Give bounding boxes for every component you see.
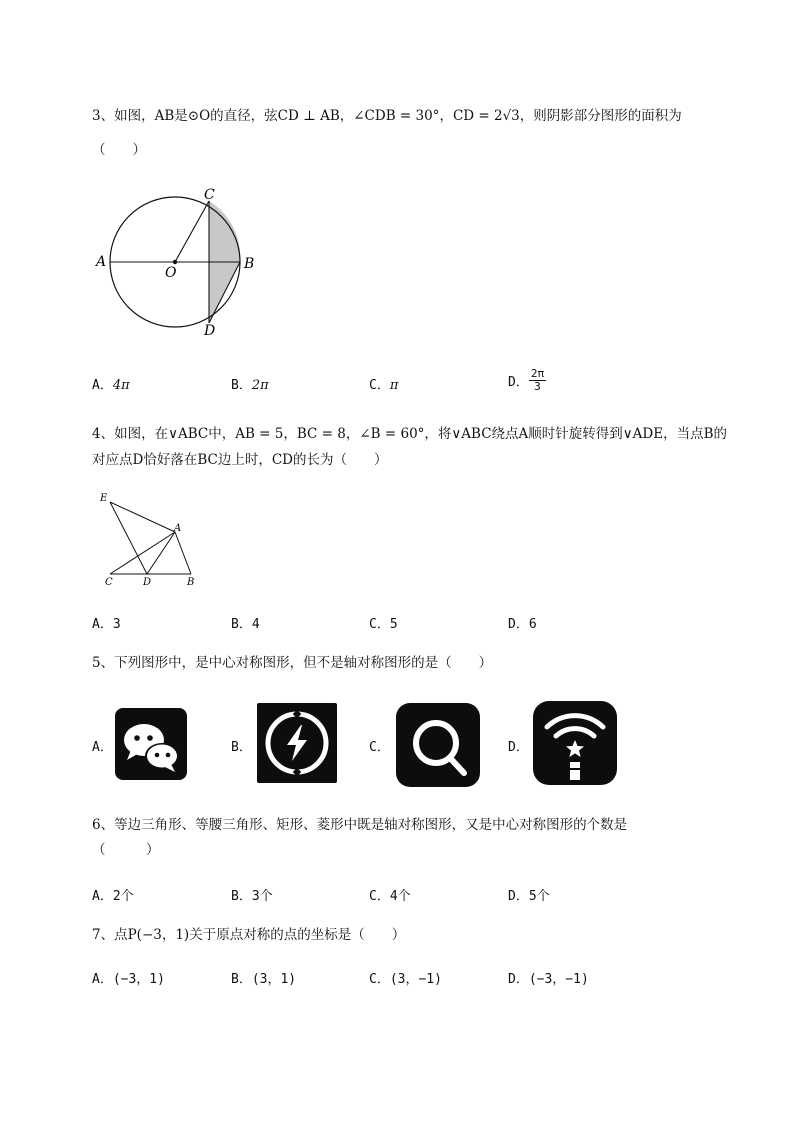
q6-option-b[interactable]: B．3个 [231, 889, 273, 904]
q6-option-a[interactable]: A．2个 [92, 889, 134, 904]
q3-option-d[interactable]: D． $\frac{2\pi}{3}$ [508, 367, 545, 393]
q7-option-b[interactable]: B．(3，1) [231, 972, 297, 987]
q4-segment-ea [110, 502, 175, 532]
q4-segment-ab [175, 532, 191, 574]
q3-option-d-fraction: $\frac{2\pi}{3}$ [530, 367, 545, 393]
q3-label-d: D [204, 323, 216, 339]
q4-triangle-figure [96, 488, 206, 588]
q3-option-a[interactable]: A．4π [92, 378, 130, 393]
q5-option-a-letter[interactable]: A． [92, 740, 113, 755]
q7-stem: 7、点P(−3，1)关于原点对称的点的坐标是（ ） [92, 927, 406, 943]
q4-label-b: B [187, 577, 195, 588]
q5-option-c-letter[interactable]: C． [369, 740, 390, 755]
q4-segment-ed [110, 502, 147, 574]
q4-label-c: C [105, 577, 113, 588]
q7-option-c[interactable]: C．(3，−1) [369, 972, 442, 987]
q6-option-c[interactable]: C．4个 [369, 889, 411, 904]
q6-answer-bracket: （ ） [92, 842, 160, 858]
q4-stem-line1: 4、如图，在∨ABC中，AB = 5，BC = 8，∠B = 60°，将∨ABC绕点A顺时针旋转得到∨ADE，当点B的 [92, 426, 728, 442]
q3-radius-oc [175, 201, 209, 262]
q3-option-b[interactable]: B．2π [231, 378, 269, 393]
q3-center-dot [173, 260, 177, 264]
wifi-star-icon[interactable] [533, 701, 617, 785]
q3-label-a: A [96, 254, 107, 270]
q4-option-c[interactable]: C．5 [369, 617, 398, 632]
lightning-bolt-icon[interactable] [257, 703, 337, 783]
q4-option-a[interactable]: A．3 [92, 617, 121, 632]
q3-label-c: C [204, 187, 215, 203]
q6-option-d[interactable]: D．5个 [508, 889, 550, 904]
q4-label-e: E [100, 493, 108, 504]
q3-stem: 3、如图，AB是⊙O的直径，弦CD ⊥ AB，∠CDB = 30°，CD = 2√3，则阴影部分图形的面积为 [92, 108, 682, 124]
q3-circle-figure [90, 185, 270, 340]
q4-option-b[interactable]: B．4 [231, 617, 260, 632]
q3-label-o: O [165, 265, 177, 281]
q4-label-d: D [143, 577, 152, 588]
q4-option-d[interactable]: D．6 [508, 617, 537, 632]
q5-option-b-letter[interactable]: B． [231, 740, 252, 755]
q6-stem: 6、等边三角形、等腰三角形、矩形、菱形中既是轴对称图形，又是中心对称图形的个数是 [92, 817, 628, 833]
q7-option-d[interactable]: D．(−3，−1) [508, 972, 589, 987]
q5-stem: 5、下列图形中，是中心对称图形，但不是轴对称图形的是（ ） [92, 655, 493, 671]
wechat-icon[interactable] [115, 708, 187, 780]
q3-label-b: B [244, 256, 255, 272]
search-q-icon[interactable] [396, 703, 480, 787]
q4-label-a: A [174, 523, 182, 534]
q5-option-d-letter[interactable]: D． [508, 740, 529, 755]
q4-segment-ca [110, 532, 175, 574]
q4-stem-line2: 对应点D恰好落在BC边上时，CD的长为（ ） [92, 452, 388, 468]
q7-option-a[interactable]: A．(−3，1) [92, 972, 165, 987]
q3-answer-bracket: （ ） [92, 142, 146, 158]
q3-option-c[interactable]: C．π [369, 378, 399, 393]
q4-segment-ad [147, 532, 175, 574]
